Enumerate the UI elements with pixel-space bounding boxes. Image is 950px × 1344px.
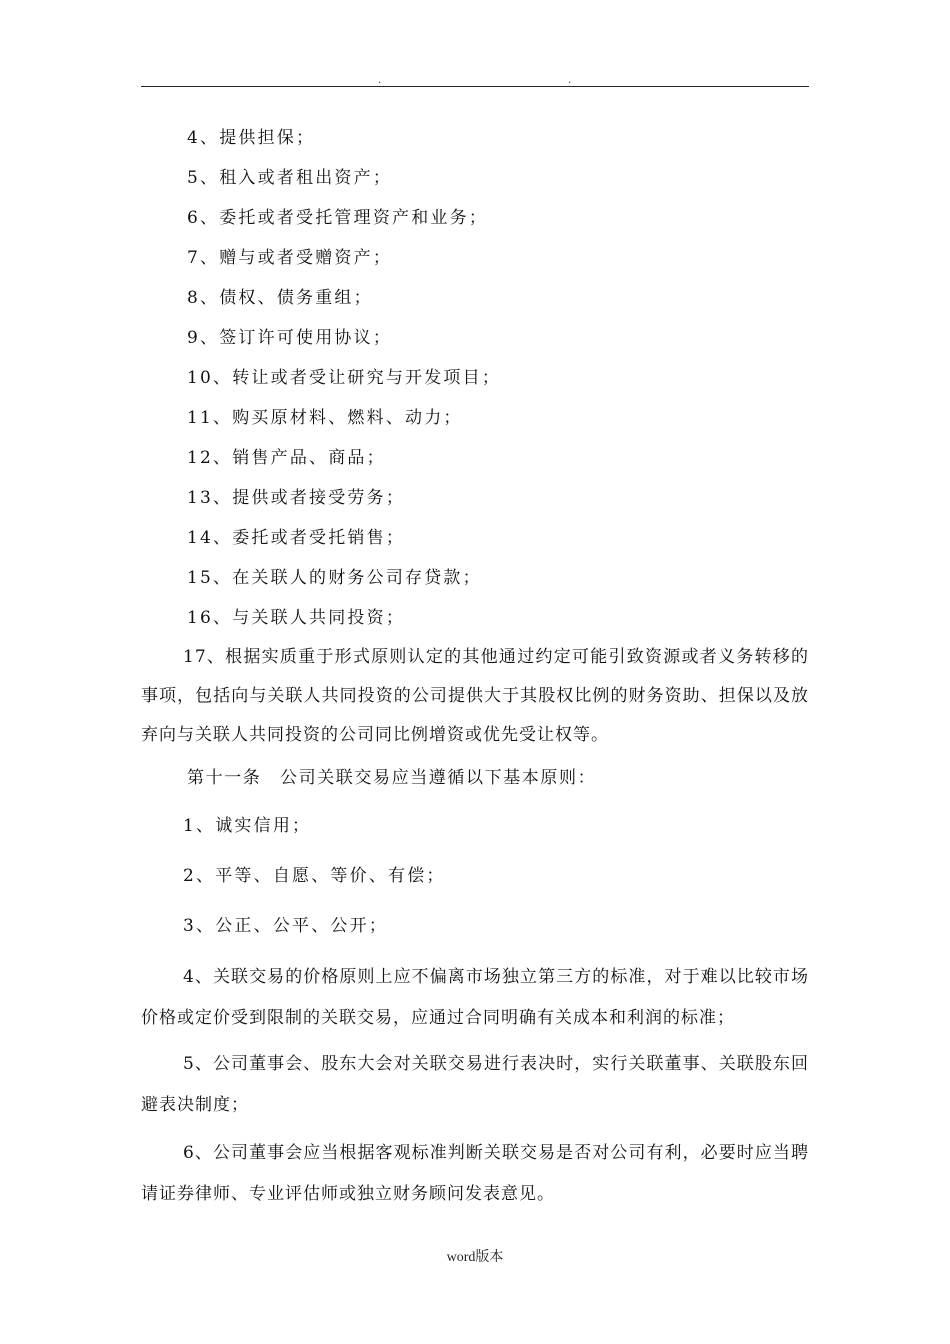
list-item: 9、签订许可使用协议； [187,328,393,348]
list-item: 4、提供担保； [187,128,316,148]
list-item-17: 17、根据实质重于形式原则认定的其他通过约定可能引致资源或者义务转移的事项，包括向与关联人共同投资的公司提供大于其股权比例的财务资助、担保以及放弃向与关联人共同投资的公司同比例增资或优先受让权等。 [141,647,809,745]
header-dot-right: . [568,75,572,86]
list-item: 7、赠与或者受赠资产； [187,248,393,268]
principle-item: 1、诚实信用； [183,816,312,836]
principle-item-4: 4、关联交易的价格原则上应不偏离市场独立第三方的标准，对于难以比较市场价格或定价受到限制的关联交易，应通过合同明确有关成本和利润的标准； [141,967,809,1028]
list-item: 5、租入或者租出资产； [187,168,393,188]
page-footer: word版本 [446,1250,504,1265]
principle-item-6: 6、公司董事会应当根据客观标准判断关联交易是否对公司有利，必要时应当聘请证券律师、专业评估师或独立财务顾问发表意见。 [141,1143,809,1204]
list-item: 12、销售产品、商品； [187,448,386,468]
header-dot-left: . [378,75,382,86]
list-item: 11、购买原材料、燃料、动力； [187,408,463,428]
list-item: 8、债权、债务重组； [187,288,373,308]
list-item: 10、转让或者受让研究与开发项目； [187,368,502,388]
list-item: 14、委托或者受托销售； [187,528,406,548]
principle-item-5: 5、公司董事会、股东大会对关联交易进行表决时，实行关联董事、关联股东回避表决制度； [141,1054,809,1115]
list-item: 16、与关联人共同投资； [187,608,406,628]
header-rule [141,86,809,87]
principle-item: 2、平等、自愿、等价、有偿； [183,866,446,886]
list-item: 15、在关联人的财务公司存贷款； [187,568,482,588]
principle-item: 3、公正、公平、公开； [183,916,389,936]
list-item: 13、提供或者接受劳务； [187,488,406,508]
article-11-title: 第十一条 公司关联交易应当遵循以下基本原则： [187,768,597,788]
list-item: 6、委托或者受托管理资产和业务； [187,208,489,228]
